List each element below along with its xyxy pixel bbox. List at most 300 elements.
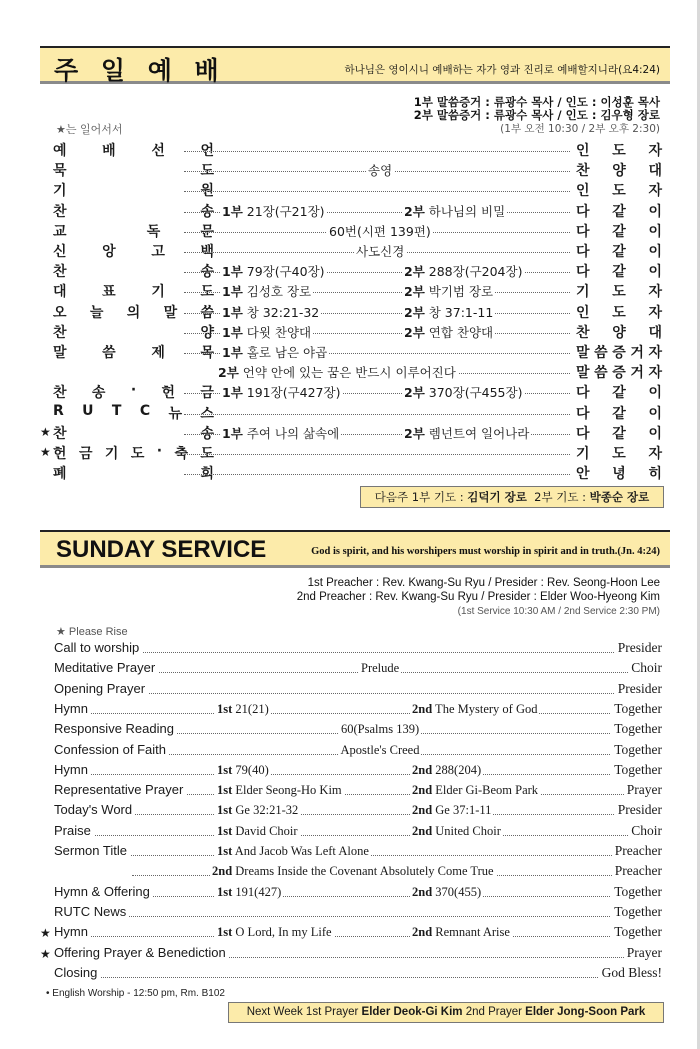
korean-role-char: 자 [648, 446, 662, 462]
korean-service-text: 288장(구204장) [424, 264, 523, 280]
english-item-first-service [215, 885, 283, 900]
korean-title: 주 일 예 배 [54, 56, 226, 85]
korean-item-name [53, 281, 214, 301]
korean-item-name-char: 앙 [102, 244, 116, 260]
korean-role-char: 말 [576, 365, 590, 382]
korean-item-role [576, 201, 662, 221]
korean-item-name-char: R [53, 402, 64, 419]
korean-leader-dots [184, 414, 570, 415]
korean-item-name-char: 도 [200, 284, 214, 301]
english-service-label: 2nd [412, 884, 433, 899]
english-item-role: Together [611, 742, 662, 758]
korean-item-name-char: 제 [151, 345, 165, 361]
english-preacher-2: 2nd Preacher : Rev. Kwang-Su Ryu / Presider : Elder Woo-Hyeong Kim [296, 591, 660, 603]
english-item-name: Confession of Faith [54, 742, 169, 757]
korean-role-char: 이 [648, 385, 662, 402]
english-service-text: Ge 32:21-32 [232, 803, 299, 818]
korean-service-label: 2부 [404, 264, 425, 280]
korean-item-name [53, 180, 214, 200]
korean-item-second-service [402, 202, 507, 220]
korean-item-name-char: 배 [102, 143, 116, 159]
english-item-role: Together [611, 701, 662, 717]
korean-item-role [576, 382, 662, 402]
korean-role-char: 이 [648, 203, 662, 220]
english-row [40, 640, 662, 660]
english-row [40, 681, 662, 701]
korean-item-role [576, 302, 662, 322]
korean-item-name-char: 금 [78, 446, 93, 462]
korean-item-name-char: 목 [200, 345, 214, 361]
korean-service-label: 2부 [404, 324, 425, 340]
rise-star-icon: ★ [40, 424, 51, 439]
english-item-name: Praise [54, 823, 94, 838]
korean-service-text: 21장(구21장) [242, 203, 325, 219]
korean-role-char: 자 [648, 143, 662, 159]
korean-service-label: 2부 [404, 304, 425, 320]
korean-role-char: 인 [576, 183, 590, 200]
korean-role-char: 도 [612, 446, 626, 462]
korean-next-week-label2: 2부 기도 : [534, 490, 590, 504]
korean-item-name-char: 백 [200, 244, 214, 260]
korean-role-char: 씀 [594, 345, 608, 361]
korean-service-text: 79장(구40장) [242, 264, 325, 280]
korean-service-label: 1부 [222, 264, 243, 280]
english-row [40, 802, 662, 822]
korean-item-first-service [220, 383, 342, 401]
english-leader-dots [60, 977, 640, 978]
korean-preacher-1: 1부 말씀증거 : 류광수 목사 / 인도 : 이성훈 목사 [413, 95, 660, 109]
korean-item-name [53, 342, 214, 362]
korean-item-second-service [402, 262, 524, 280]
english-leader-dots [60, 835, 640, 836]
korean-role-char: 다 [576, 405, 590, 422]
korean-item-name-char: 헌 [53, 446, 67, 462]
korean-service-text: 다윗 찬양대 [242, 324, 312, 340]
english-service-text: Elder Gi-Beom Park [432, 783, 539, 798]
korean-role-char: 이 [648, 425, 662, 442]
korean-role-char: 이 [648, 223, 662, 240]
english-service-text: 288(204) [432, 762, 482, 777]
korean-service-text: 191장(구427장) [242, 385, 341, 401]
english-row [40, 843, 662, 863]
english-item-first-service [210, 864, 496, 879]
korean-item-detail: 사도신경 [356, 244, 405, 259]
english-item-detail: Apostle's Creed [340, 742, 420, 757]
english-item-role: God Bless! [599, 965, 662, 981]
english-item-detail: 60(Psalms 139) [341, 722, 420, 737]
english-service-label: 1st [217, 762, 233, 777]
english-row [40, 721, 662, 741]
english-item-first-service [215, 803, 300, 818]
korean-item-name [53, 322, 214, 342]
korean-item-name-char: 문 [200, 223, 214, 240]
korean-role-char: 같 [612, 425, 626, 442]
korean-item-name-char: 독 [146, 223, 161, 240]
korean-role-char: 히 [648, 466, 662, 483]
korean-item-role [576, 463, 662, 483]
korean-row [40, 403, 662, 423]
english-row [40, 762, 662, 782]
english-item-name: Call to worship [54, 640, 142, 655]
korean-item-role [576, 180, 662, 200]
english-item-role: Together [611, 721, 662, 737]
korean-role-char: 도 [612, 284, 626, 301]
korean-item-name-char: 표 [102, 284, 116, 301]
english-item-name: Today's Word [54, 802, 135, 817]
korean-service-text: 연합 찬양대 [424, 324, 494, 340]
korean-role-char: 양 [612, 163, 626, 180]
english-item-second-service [410, 803, 493, 818]
english-item-second-service [410, 783, 540, 798]
korean-item-name-char: 도 [130, 446, 145, 462]
korean-role-char: 다 [576, 385, 590, 402]
korean-item-name-char: 헌 [161, 385, 176, 402]
korean-role-char: 인 [576, 143, 590, 159]
english-item-name: Opening Prayer [54, 681, 148, 696]
korean-role-char: 증 [612, 345, 626, 361]
korean-role-char: 다 [576, 264, 590, 281]
korean-role-char: 안 [576, 466, 590, 483]
english-row [40, 884, 662, 904]
english-item-first-service [215, 925, 334, 940]
english-service-label: 2nd [412, 783, 433, 798]
english-leader-dots [60, 774, 640, 775]
korean-item-name-char: 뉴 [168, 405, 183, 422]
english-row [40, 660, 662, 680]
english-row [40, 701, 662, 721]
english-item-role: Prayer [624, 782, 662, 798]
korean-next-week-name1: 김덕기 장로 [467, 490, 527, 504]
korean-item-role [576, 261, 662, 281]
korean-item-name-char: · [156, 443, 163, 459]
korean-item-detail: 60번(시편 139편) [329, 223, 431, 239]
korean-item-name-char: T [111, 402, 122, 419]
english-next-week-name2: Elder Jong-Soon Park [525, 1006, 646, 1018]
english-service-label: 1st [217, 701, 233, 716]
korean-role-char: 이 [648, 244, 662, 260]
korean-item-second-service [402, 282, 495, 300]
korean-item-name-char: 묵 [53, 163, 67, 180]
korean-role-char: 이 [648, 264, 662, 281]
korean-item-name-char: 대 [53, 284, 67, 301]
korean-item-name-char: 송 [91, 385, 106, 402]
korean-item-role [576, 362, 662, 382]
korean-item-role [576, 221, 662, 241]
korean-row [40, 322, 662, 342]
english-item-role: Together [611, 904, 662, 920]
english-item-role: Together [611, 884, 662, 900]
english-item-role: Preacher [612, 843, 662, 859]
korean-leader-dots [184, 191, 570, 192]
korean-item-name-char: 교 [53, 223, 67, 240]
english-leader-dots [60, 814, 640, 815]
english-service-times: (1st Service 10:30 AM / 2nd Service 2:30 PM) [457, 606, 660, 617]
korean-role-char: 자 [648, 345, 662, 361]
english-item-name: Closing [54, 965, 100, 980]
english-service-label: 2nd [412, 803, 433, 818]
korean-item-second-service [402, 323, 495, 341]
english-row [40, 904, 662, 924]
english-service-text: Remnant Arise [432, 925, 510, 940]
korean-item-name [53, 241, 214, 261]
korean-row [40, 261, 662, 281]
korean-role-char: 같 [612, 244, 626, 260]
english-service-text: Elder Seong-Ho Kim [232, 783, 342, 798]
english-service-label: 2nd [412, 762, 433, 777]
korean-item-first-service [220, 424, 341, 442]
korean-role-char: 녕 [612, 466, 626, 483]
korean-role-char: 같 [612, 203, 626, 220]
english-item-role: Presider [615, 640, 662, 656]
english-item-name: Hymn [54, 701, 91, 716]
korean-role-char: 다 [576, 425, 590, 442]
korean-row [40, 241, 662, 261]
english-next-week [228, 1002, 664, 1023]
english-item-second-service [410, 702, 539, 717]
english-service-text: David Choir [232, 823, 298, 838]
english-leader-dots [60, 652, 640, 653]
korean-service-label: 1부 [222, 203, 243, 219]
english-item-name: Hymn [54, 762, 91, 777]
english-item-role: Presider [615, 802, 662, 818]
korean-role-char: 찬 [576, 324, 590, 341]
korean-role-char: 씀 [594, 365, 608, 382]
english-service-text: Dreams Inside the Covenant Absolutely Come True [232, 864, 494, 879]
korean-item-name-char: 찬 [53, 385, 67, 402]
korean-row [40, 382, 662, 402]
english-item-role: Together [611, 762, 662, 778]
english-row [40, 782, 662, 802]
korean-item-name-char: 기 [151, 284, 165, 301]
korean-item-name [53, 443, 214, 463]
korean-item-name-char: 회 [200, 466, 214, 483]
korean-item-name-char: 송 [200, 264, 214, 281]
korean-item-name-char: 금 [200, 385, 214, 402]
korean-item-name-char: 양 [200, 324, 214, 341]
english-next-week-label2: 2nd Prayer [462, 1006, 526, 1018]
english-service-text: O Lord, In my Life [232, 925, 332, 940]
korean-role-char: 기 [576, 446, 590, 462]
english-service-label: 2nd [412, 701, 433, 716]
english-item-role: Choir [628, 660, 662, 676]
english-preacher-1: 1st Preacher : Rev. Kwang-Su Ryu / Presider : Rev. Seong-Hoon Lee [307, 577, 660, 589]
korean-item-role [576, 403, 662, 423]
english-item-role: Prayer [624, 945, 662, 961]
korean-role-char: 자 [648, 304, 662, 321]
korean-item-second-service [402, 424, 531, 442]
english-item-first-service [215, 702, 271, 717]
english-item-name: RUTC News [54, 904, 129, 919]
english-leader-dots [60, 936, 640, 937]
korean-item-role [576, 241, 662, 261]
korean-service-text: 창 32:21-32 [242, 304, 320, 320]
korean-item-name-char: 도 [200, 446, 214, 462]
korean-item-role [576, 423, 662, 443]
korean-item-name [53, 382, 214, 402]
english-item-second-service [410, 925, 512, 940]
korean-item-name-char: 송 [200, 203, 214, 220]
english-service-label: 1st [217, 925, 233, 940]
korean-item-name [53, 403, 214, 423]
korean-row [40, 221, 662, 241]
korean-service-text: 렘넌트여 일어나라 [424, 425, 530, 441]
english-title: SUNDAY SERVICE [56, 536, 267, 563]
english-row [40, 742, 662, 762]
korean-role-char: 말 [576, 345, 590, 361]
english-row [40, 924, 662, 944]
english-item-name: Responsive Reading [54, 721, 177, 736]
korean-row [40, 302, 662, 322]
english-item-first-service [215, 783, 344, 798]
english-row [40, 863, 662, 883]
english-item-first-service [215, 763, 271, 778]
korean-service-times: (1부 오전 10:30 / 2부 오후 2:30) [500, 123, 660, 135]
english-service-text: 370(455) [432, 884, 482, 899]
rise-star-icon: ★ [40, 445, 51, 459]
english-row [40, 965, 662, 985]
english-item-name: Hymn [54, 924, 91, 939]
korean-role-char: 양 [612, 324, 626, 341]
korean-item-name-char: 말 [163, 304, 178, 321]
korean-item-name-char: 예 [53, 143, 67, 159]
korean-next-week-label: 다음주 1부 기도 : [374, 490, 468, 504]
english-item-role: Together [611, 924, 662, 940]
korean-role-char: 다 [576, 244, 590, 260]
english-item-role: Preacher [612, 863, 662, 879]
english-item-first-service [215, 844, 371, 859]
korean-service-text: 박기범 장로 [424, 284, 494, 300]
korean-item-name-char: · [130, 382, 137, 399]
korean-service-text: 언약 안에 있는 꿈은 반드시 이루어진다 [238, 365, 456, 381]
korean-item-name-char: 고 [151, 244, 165, 260]
korean-item-name [53, 201, 214, 221]
korean-item-name-char: 폐 [53, 466, 67, 483]
korean-service-label: 2부 [218, 365, 239, 381]
korean-role-char: 같 [612, 264, 626, 281]
korean-item-name-char: 씀 [200, 304, 214, 321]
korean-row [40, 443, 662, 463]
korean-item-name-char: 찬 [53, 324, 67, 341]
korean-role-char: 증 [612, 365, 626, 382]
english-service-label: 1st [217, 844, 233, 858]
korean-item-first-service [220, 262, 327, 280]
korean-role-char: 자 [648, 183, 662, 200]
english-item-first-service [215, 824, 300, 839]
korean-service-label: 1부 [222, 385, 243, 401]
english-verse: God is spirit, and his worshipers must worship in spirit and in truth.(Jn. 4:24) [311, 546, 660, 557]
korean-item-name-char: 원 [200, 183, 214, 200]
korean-leader-dots [184, 474, 570, 475]
korean-role-char: 거 [630, 345, 644, 361]
korean-row [40, 342, 662, 362]
korean-item-name-char: U [82, 402, 94, 419]
korean-item-name [53, 423, 214, 443]
korean-rise-note: ★는 일어서서 [56, 123, 123, 136]
english-banner [40, 530, 670, 568]
korean-service-text: 홀로 남은 야곱 [242, 345, 328, 360]
rise-star-icon: ★ [40, 946, 51, 961]
korean-item-name-char: 찬 [53, 425, 67, 442]
korean-role-char: 자 [648, 365, 662, 382]
korean-item-name-char: 선 [151, 143, 165, 159]
korean-item-name-char: 스 [200, 405, 214, 422]
korean-role-char: 같 [612, 405, 626, 422]
korean-next-week-name2: 박종순 장로 [589, 490, 650, 504]
korean-item-second-service [402, 383, 524, 401]
korean-service-label: 1부 [222, 425, 243, 441]
english-item-name: Sermon Title [54, 843, 130, 858]
korean-item-name [53, 221, 214, 241]
korean-service-text: 김성호 장로 [242, 284, 312, 300]
korean-service-label: 1부 [222, 324, 243, 340]
english-leader-dots [60, 916, 640, 917]
korean-item-name [53, 463, 214, 483]
korean-item-name-char: 언 [200, 143, 214, 159]
english-item-name: Representative Prayer [54, 782, 186, 797]
english-service-label: 1st [217, 884, 233, 899]
korean-leader-dots [184, 151, 570, 152]
korean-role-char: 찬 [576, 163, 590, 180]
korean-role-char: 기 [576, 284, 590, 301]
english-rise-note: ★ Please Rise [56, 626, 128, 638]
english-item-second-service [410, 763, 483, 778]
english-item-name: Offering Prayer & Benediction [54, 945, 229, 960]
korean-role-char: 도 [612, 183, 626, 200]
english-item-role: Choir [628, 823, 662, 839]
english-service-label: 1st [217, 823, 233, 838]
korean-item-second-service [402, 303, 495, 321]
korean-role-char: 거 [630, 365, 644, 382]
korean-service-label: 2부 [404, 284, 425, 300]
english-row [40, 945, 662, 965]
korean-service-label: 2부 [404, 203, 425, 219]
korean-item-role [576, 342, 662, 362]
korean-item-first-service [220, 202, 327, 220]
korean-row [40, 140, 662, 160]
english-leader-dots [60, 713, 640, 714]
korean-role-char: 대 [648, 324, 662, 341]
english-next-week-label: Next Week 1st Prayer [246, 1006, 362, 1018]
korean-row [40, 201, 662, 221]
english-service-text: The Mystery of God [432, 701, 538, 716]
korean-item-role [576, 160, 662, 180]
korean-row [40, 423, 662, 443]
english-service-label: 2nd [212, 864, 233, 879]
korean-item-name-char: 찬 [53, 264, 67, 281]
korean-item-name-char: 도 [200, 163, 214, 180]
korean-item-first-service [220, 343, 329, 361]
korean-preacher-2: 2부 말씀증거 : 류광수 목사 / 인도 : 김우형 장로 [413, 108, 660, 122]
korean-item-name-char: 송 [200, 425, 214, 442]
english-service-label: 1st [217, 783, 233, 798]
korean-item-role [576, 443, 662, 463]
english-row [40, 823, 662, 843]
english-next-week-name1: Elder Deok-Gi Kim [361, 1006, 463, 1018]
english-service-label: 2nd [412, 925, 433, 940]
korean-role-char: 대 [648, 163, 662, 180]
english-item-role: Presider [615, 681, 662, 697]
korean-item-name-char: 늘 [89, 304, 104, 321]
english-service-text: 191(427) [232, 884, 282, 899]
korean-verse: 하나님은 영이시니 예배하는 자가 영과 진리로 예배할지니라(요4:24) [344, 64, 660, 76]
english-service-text: 21(21) [232, 701, 269, 716]
korean-service-label: 1부 [222, 284, 243, 300]
korean-row [40, 463, 662, 483]
korean-item-name-char: 찬 [53, 203, 67, 220]
korean-item-detail: 송영 [368, 163, 393, 179]
korean-item-name-char: 신 [53, 244, 67, 260]
korean-banner [40, 46, 670, 84]
